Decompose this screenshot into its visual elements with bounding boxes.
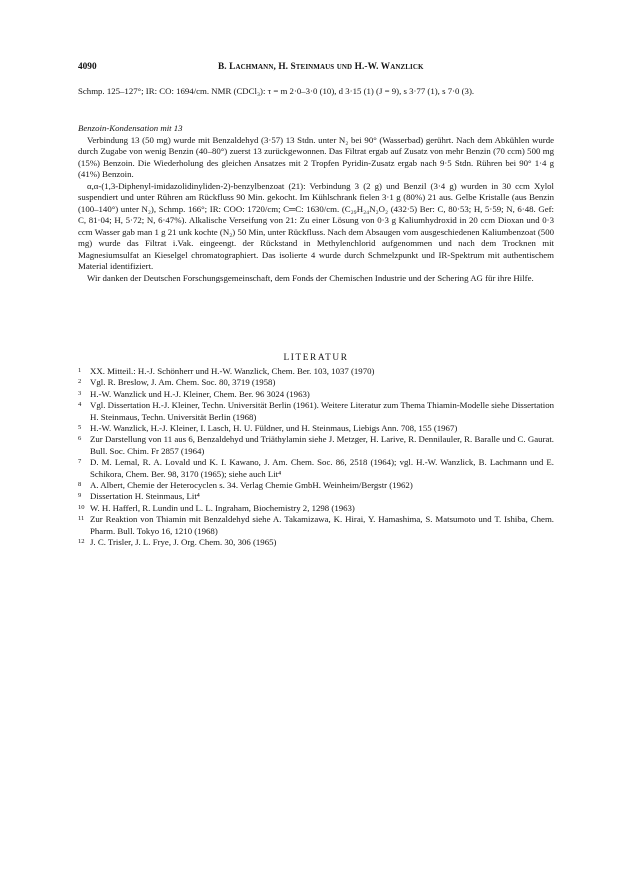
reference-text: Dissertation H. Steinmaus, Lit⁴ [90, 491, 200, 502]
reference-list [78, 366, 554, 549]
reference-text: Zur Darstellung von 11 aus 6, Benzaldehyd und Triäthylamin siehe J. Metzger, H. Larive, R. Dennilauler, R. Baralle und C. Gaurat. Bull. Soc. Chim. Fr 2857 (1964) [90, 434, 554, 456]
reference-item [78, 423, 554, 434]
page-number: 4090 [78, 62, 97, 72]
reference-item [78, 457, 554, 480]
reference-text: Vgl. Dissertation H.-J. Kleiner, Techn. Universität Berlin (1961). Weitere Literatur zum Thema Thiamin-Modelle siehe Dissertation H. Steinmaus, Techn. Universität Berlin (1968) [90, 400, 554, 422]
reference-text: H.-W. Wanzlick und H.-J. Kleiner, Chem. Ber. 96 3024 (1963) [90, 388, 310, 399]
reference-number: 8 [78, 481, 82, 489]
reference-item [78, 537, 554, 548]
reference-text: J. C. Trisler, J. L. Frye, J. Org. Chem. 30, 306 (1965) [90, 537, 277, 548]
reference-number: 9 [78, 492, 82, 500]
reference-item [78, 400, 554, 423]
reference-text: Zur Reaktion von Thiamin mit Benzaldehyd siehe A. Takamizawa, K. Hirai, Y. Hamashima, S. Matsumoto und T. Ishiba, Chem. Pharm. Bull. Tokyo 16, 1210 (1968) [90, 514, 554, 536]
acknowledgement-paragraph: Wir danken der Deutschen Forschungsgemeinschaft, dem Fonds der Chemischen Industrie und der Schering AG für ihre Hilfe. [87, 272, 534, 283]
reference-number: 10 [78, 503, 85, 511]
melting-point-paragraph [78, 86, 554, 98]
running-header [78, 62, 553, 76]
running-title: B. Lachmann, H. Steinmaus und H.-W. Wanzlick [218, 62, 424, 72]
reference-text: Vgl. R. Breslow, J. Am. Chem. Soc. 80, 3719 (1958) [90, 377, 276, 388]
reference-number: 5 [78, 424, 82, 432]
reference-number: 2 [78, 378, 82, 386]
literature-title: LITERATUR [283, 353, 349, 363]
section-heading: Benzoin-Kondensation mit 13 [78, 123, 183, 133]
reference-text: H.-W. Wanzlick, H.-J. Kleiner, I. Lasch, H. U. Füldner, und H. Steinmaus, Liebigs Ann. 708, 155 (1967) [90, 423, 458, 434]
reference-text: D. M. Lemal, R. A. Lovald und K. I. Kawano, J. Am. Chem. Soc. 86, 2518 (1964); vgl. H.-W. Wanzlick, B. Lachmann und E. Schikora, Chem. Ber. 98, 3170 (1965); siehe auch Lit⁴ [90, 457, 554, 479]
reference-text: A. Albert, Chemie der Heterocyclen s. 34. Verlag Chemie GmbH. Weinheim/Bergstr (1962) [90, 480, 413, 491]
paragraph-text: Schmp. 125–127°; IR: CO: 1694/cm. NMR (CDCl₃): τ = m 2·0–3·0 (10), d 3·15 (1) (J = 9), s 3·77 (1), s 7·0 (3). [78, 86, 475, 96]
reference-item [78, 434, 554, 457]
reference-item [78, 491, 554, 502]
experimental-section [78, 123, 554, 284]
reference-number: 1 [78, 367, 82, 374]
reference-number: 11 [78, 515, 85, 523]
benzylbenzoat-paragraph: α,α-(1,3-Diphenyl-imidazolidinyliden-2)-benzylbenzoat (21): Verbindung 3 (2 g) und Benzil (3·4 g) wurden in 30 ccm Xylol suspendiert und unter Rühren am Rückfluss 90 Min. gekocht. Im Kühlschrank fielen 3·1 g (80%) 21 aus. Gelbe Kristalle (aus Benzin (100–140°) unter N₂), Schmp. 166°; IR: COO: 1720/cm; C═C: 1630/cm. (C₂₉H₂₄N₂O₂ (432·5) Ber: C, 80·53; H, 5·59; N, 6·48. Gef: C, 81·04; H, 5·72; N, 6·47%). Alkalische Verseifung von 21: Zu einer Lösung von 0·3 g Kaliumhydroxid in 20 ccm Dioxan und 0·3 ccm Wasser gab man 1 g 21 unk kochte (N₂) 50 Min, unter Rückfluss. Nach dem Absaugen vom ausgeschiedenen Kaliumbenzoat (500 mg) wurde das Filtrat i.Vak. eingeengt. der Rückstand in Methylenchlorid aufgenommen und nach dem Trocknen mit Magnesiumsulfat an Kieselgel chromatographiert. Das isolierte 4 wurde durch Schmelzpunkt und IR-Spektrum mit authentischem Material identifiziert. [78, 180, 554, 271]
reference-number: 4 [78, 401, 82, 409]
reference-number: 6 [78, 435, 82, 443]
reference-text: XX. Mitteil.: H.-J. Schönherr und H.-W. Wanzlick, Chem. Ber. 103, 1037 (1970) [90, 366, 375, 376]
reference-item [78, 480, 554, 491]
reference-item [78, 503, 554, 514]
reference-number: 3 [78, 389, 82, 397]
reference-number: 12 [78, 538, 85, 546]
reference-number: 7 [78, 458, 82, 466]
reference-text: W. H. Hafferl, R. Lundin und L. L. Ingraham, Biochemistry 2, 1298 (1963) [90, 502, 355, 513]
reference-item [78, 377, 554, 388]
benzoin-paragraph: Verbindung 13 (50 mg) wurde mit Benzaldehyd (3·57) 13 Stdn. unter N₂ bei 90° (Wasserbad) gerührt. Nach dem Abkühlen wurde durch Zugabe von wenig Benzin (40–80°) zuerst 13 zurückgewonnen. Das Filtrat ergab auf Zusatz von mehr Benzin (70 ccm) 500 mg (15%) Benzoin. Die Wiederholung des gleichen Ansatzes mit 2 Tropfen Pyridin-Zusatz ergab nach 9·5 Stdn. Rühren bei 90° 1·4 g (41%) Benzoin. [78, 134, 554, 179]
reference-item [78, 389, 554, 400]
reference-item [78, 366, 554, 377]
reference-item [78, 514, 554, 537]
